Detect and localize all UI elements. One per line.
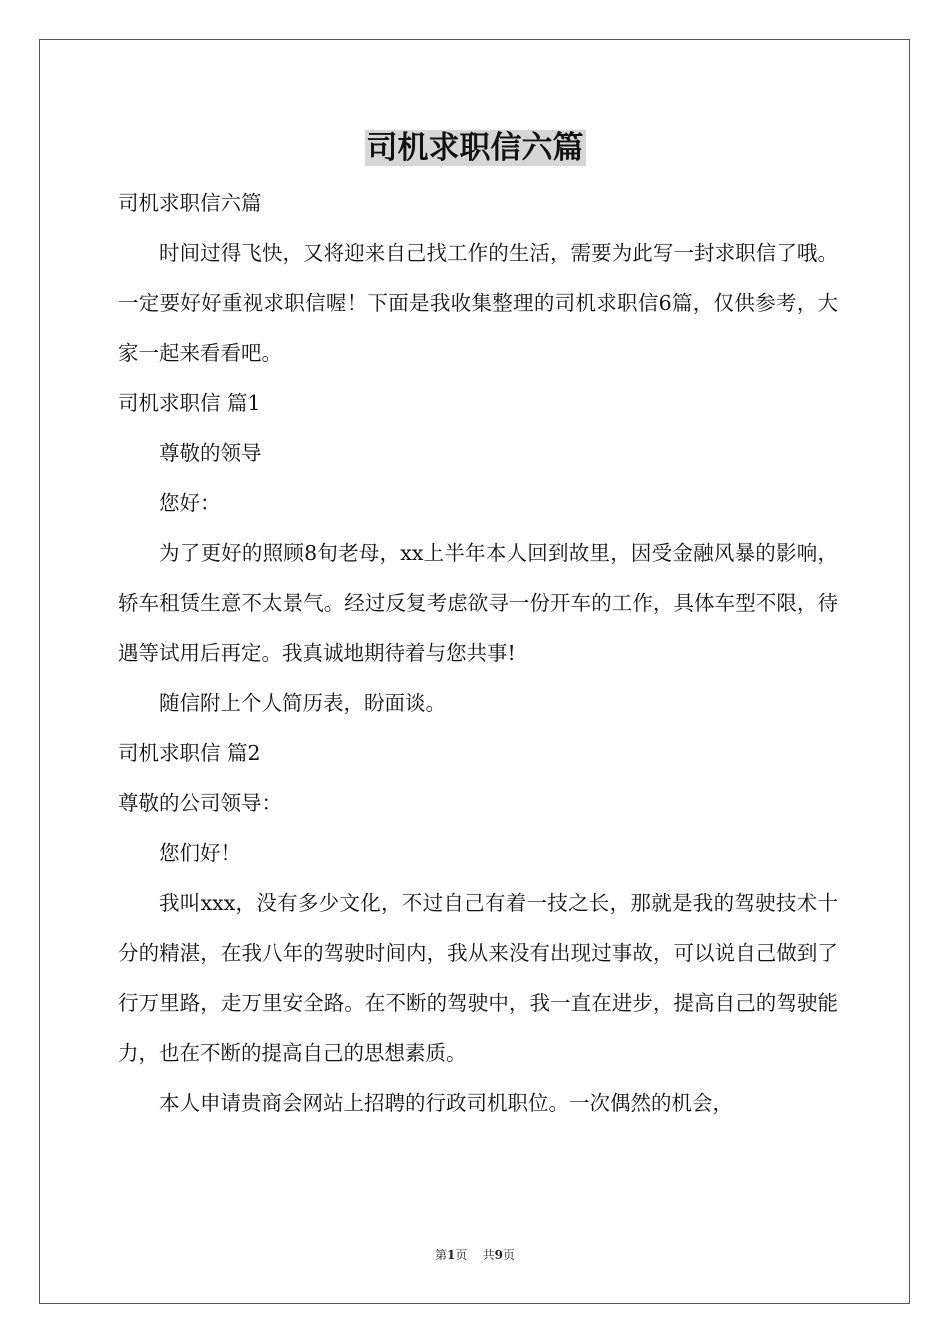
greeting-1: 您好：: [159, 491, 221, 515]
salutation-1: 尊敬的领导: [159, 441, 262, 465]
total-pages: 9: [494, 1248, 503, 1262]
subtitle-paragraph: 司机求职信六篇: [118, 191, 262, 215]
page-number: 1: [446, 1248, 456, 1262]
page-prefix: 第: [434, 1248, 447, 1262]
section-heading-1: 司机求职信 篇1: [118, 391, 261, 415]
letter-2-body-continued: 本人申请贵商会网站上招聘的行政司机职位。一次偶然的机会，: [159, 1091, 733, 1115]
title-text: 司机求职信六篇: [366, 130, 584, 166]
total-prefix: 共: [482, 1248, 495, 1262]
total-unit: 页: [503, 1248, 516, 1262]
document-body: [118, 178, 838, 1128]
document-title: [0, 128, 950, 168]
letter-1-body: 为了更好的照顾8旬老母，xx上半年本人回到故里，因受金融风暴的影响，轿车租赁生意不太景气。经过反复考虑欲寻一份开车的工作，具体车型不限，待遇等试用后再定。我真诚地期待着与您共事!: [118, 541, 838, 665]
intro-paragraph: 时间过得飞快，又将迎来自己找工作的生活，需要为此写一封求职信了哦。一定要好好重视求职信喔！下面是我收集整理的司机求职信6篇，仅供参考，大家一起来看看吧。: [118, 241, 838, 365]
letter-2-body: 我叫xxx，没有多少文化，不过自己有着一技之长，那就是我的驾驶技术十分的精湛，在我八年的驾驶时间内，我从来没有出现过事故，可以说自己做到了行万里路，走万里安全路。在不断的驾驶中，我一直在进步，提高自己的驾驶能力，也在不断的提高自己的思想素质。: [118, 891, 838, 1065]
section-heading-2: 司机求职信 篇2: [118, 741, 261, 765]
page-footer: [0, 1247, 950, 1263]
letter-1-closing: 随信附上个人简历表，盼面谈。: [159, 691, 446, 715]
salutation-2: 尊敬的公司领导：: [118, 791, 282, 815]
page-unit: 页: [455, 1248, 468, 1262]
greeting-2: 您们好！: [159, 841, 241, 865]
